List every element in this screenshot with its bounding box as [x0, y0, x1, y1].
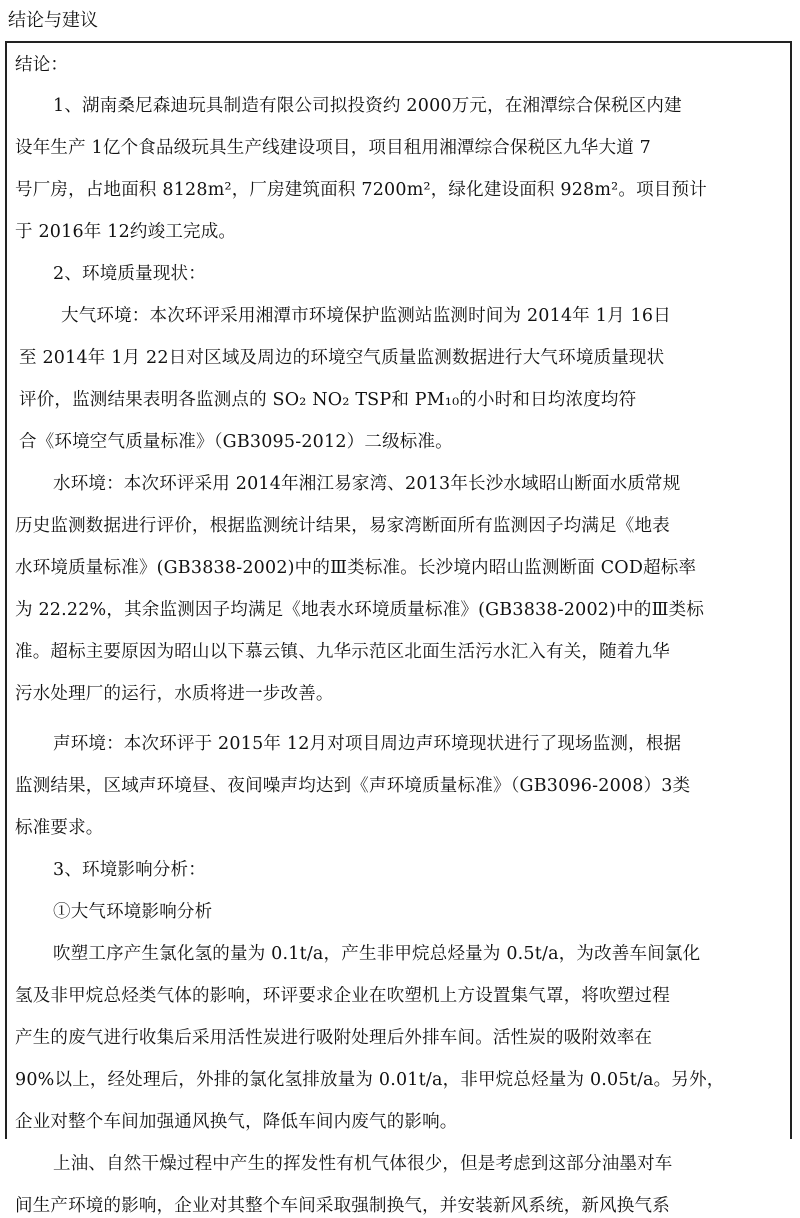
text-line: 污水处理厂的运行，水质将进一步改善。 — [15, 684, 334, 704]
section-header: 结论与建议 — [8, 10, 98, 31]
conclusion-box — [5, 41, 792, 1216]
text-line: 声环境：本次环评于 2015年 12月对项目周边声环境现状进行了现场监测，根据 — [53, 734, 682, 754]
text-line: 监测结果，区域声环境昼、夜间噪声均达到《声环境质量标准》（GB3096-2008）3类 — [15, 776, 691, 796]
text-line: 氢及非甲烷总烃类气体的影响，环评要求企业在吹塑机上方设置集气罩，将吹塑过程 — [15, 986, 670, 1006]
text-line: 产生的废气进行收集后采用活性炭进行吸附处理后外排车间。活性炭的吸附效率在 — [15, 1028, 653, 1048]
text-line: 上油、自然干燥过程中产生的挥发性有机气体很少，但是考虑到这部分油墨对车 — [53, 1154, 673, 1174]
text-line: 间生产环境的影响，企业对其整个车间采取强制换气，并安装新风系统，新风换气系 — [15, 1196, 670, 1216]
text-line: 于 2016年 12约竣工完成。 — [15, 222, 237, 242]
text-line: 2、环境质量现状： — [53, 264, 206, 284]
text-line: 历史监测数据进行评价，根据监测统计结果，易家湾断面所有监测因子均满足《地表 — [15, 516, 670, 536]
text-line: 吹塑工序产生氯化氢的量为 0.1t/a，产生非甲烷总烃量为 0.5t/a，为改善车间氯化 — [53, 944, 701, 964]
text-line: 结论： — [15, 55, 69, 75]
text-line: 3、环境影响分析： — [53, 860, 206, 880]
text-line: 1、湖南桑尼森迪玩具制造有限公司拟投资约 2000万元，在湘潭综合保税区内建 — [53, 96, 682, 116]
text-line: 水环境质量标准》(GB3838-2002)中的Ⅲ类标准。长沙境内昭山监测断面 COD超标率 — [15, 558, 697, 578]
text-line: 为 22.22%，其余监测因子均满足《地表水环境质量标准》(GB3838-2002)中的Ⅲ类标 — [15, 600, 705, 620]
text-line: 至 2014年 1月 22日对区域及周边的环境空气质量监测数据进行大气环境质量现状 — [19, 348, 665, 368]
text-line: 水环境：本次环评采用 2014年湘江易家湾、2013年长沙水域昭山断面水质常规 — [53, 474, 681, 494]
text-line: 准。超标主要原因为昭山以下慕云镇、九华示范区北面生活污水汇入有关，随着九华 — [15, 642, 670, 662]
text-line: 90%以上，经处理后，外排的氯化氢排放量为 0.01t/a，非甲烷总烃量为 0.05t/a。另外， — [15, 1070, 725, 1090]
text-line: 大气环境：本次环评采用湘潭市环境保护监测站监测时间为 2014年 1月 16日 — [61, 306, 671, 326]
text-line: 设年生产 1亿个食品级玩具生产线建设项目，项目租用湘潭综合保税区九华大道 7 — [15, 138, 651, 158]
text-line: 合《环境空气质量标准》（GB3095-2012）二级标准。 — [19, 432, 453, 452]
text-line: 标准要求。 — [15, 818, 104, 838]
text-line: 评价，监测结果表明各监测点的 SO₂ NO₂ TSP和 PM₁₀的小时和日均浓度均符 — [19, 390, 637, 410]
text-line: ①大气环境影响分析 — [53, 902, 213, 922]
text-line: 号厂房，占地面积 8128m²，厂房建筑面积 7200m²，绿化建设面积 928m²。项目预计 — [15, 180, 707, 200]
text-line: 企业对整个车间加强通风换气，降低车间内废气的影响。 — [15, 1112, 458, 1132]
